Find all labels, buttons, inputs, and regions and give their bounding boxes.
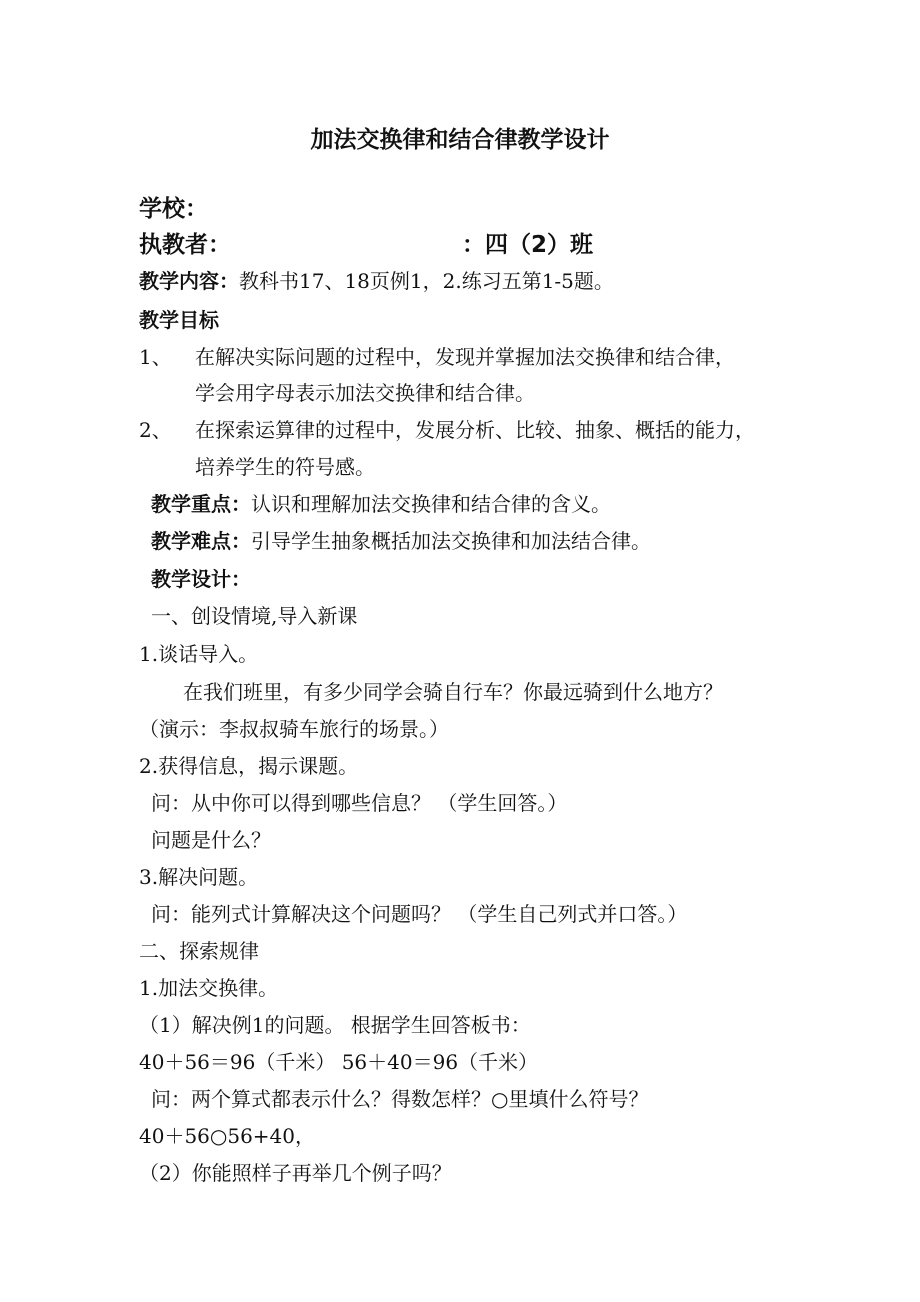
- body-line: （2）你能照样子再举几个例子吗？: [139, 1161, 452, 1185]
- key-point-text: 认识和理解加法交换律和结合律的含义。: [251, 492, 611, 516]
- body-line: 3.解决问题。: [139, 865, 259, 889]
- body-line: 问：能列式计算解决这个问题吗？ （学生自己列式并口答。）: [151, 902, 688, 926]
- content-label: 教学内容：: [139, 269, 239, 293]
- content-text: 教科书17、18页例1，2.练习五第1-5题。: [239, 269, 614, 293]
- body-line: 1.谈话导入。: [139, 642, 259, 666]
- key-point-label: 教学重点：: [151, 492, 251, 516]
- goal-number: 2、: [139, 418, 172, 442]
- teacher-label: 执教者：: [139, 232, 231, 258]
- goal-item: [139, 344, 735, 370]
- goals-heading: 教学目标: [139, 308, 219, 332]
- body-line: 问：从中你可以得到哪些信息？ （学生回答。）: [151, 791, 568, 815]
- body-line: 在我们班里，有多少同学会骑自行车？你最远骑到什么地方？: [183, 680, 723, 704]
- section-heading: 一、创设情境,导入新课: [151, 604, 358, 628]
- goal-text: 在探索运算律的过程中，发展分析、比较、抽象、概括的能力，: [195, 418, 755, 442]
- body-line: （1）解决例1的问题。 根据学生回答板书：: [139, 1013, 531, 1037]
- goal-text-continued: 学会用字母表示加法交换律和结合律。: [195, 381, 535, 405]
- key-point: [151, 491, 611, 517]
- body-line: 2.获得信息，揭示课题。: [139, 754, 359, 778]
- difficulty-label: 教学难点：: [151, 529, 251, 553]
- goal-item: [139, 417, 755, 443]
- difficulty-text: 引导学生抽象概括加法交换律和加法结合律。: [251, 529, 651, 553]
- teaching-content: [139, 268, 614, 294]
- design-label: 教学设计：: [151, 567, 251, 591]
- body-line: 40＋56＝96（千米） 56＋40＝96（千米）: [139, 1050, 539, 1074]
- goal-number: 1、: [139, 345, 172, 369]
- body-line: （演示：李叔叔骑车旅行的场景。）: [139, 717, 449, 741]
- goal-text: 在解决实际问题的过程中，发现并掌握加法交换律和结合律，: [195, 345, 735, 369]
- document-title: 加法交换律和结合律教学设计: [310, 127, 610, 153]
- body-line: 1.加法交换律。: [139, 976, 279, 1000]
- class-label: ：四（2）班: [462, 232, 594, 258]
- body-line: 问：两个算式都表示什么？得数怎样？○里填什么符号？: [151, 1087, 649, 1111]
- difficulty: [151, 528, 651, 554]
- section-heading: 二、探索规律: [139, 939, 259, 963]
- goal-text-continued: 培养学生的符号感。: [195, 455, 375, 479]
- school-label: 学校：: [139, 196, 208, 222]
- body-line: 问题是什么？: [151, 828, 271, 852]
- body-line: 40＋56○56+40，: [139, 1124, 316, 1148]
